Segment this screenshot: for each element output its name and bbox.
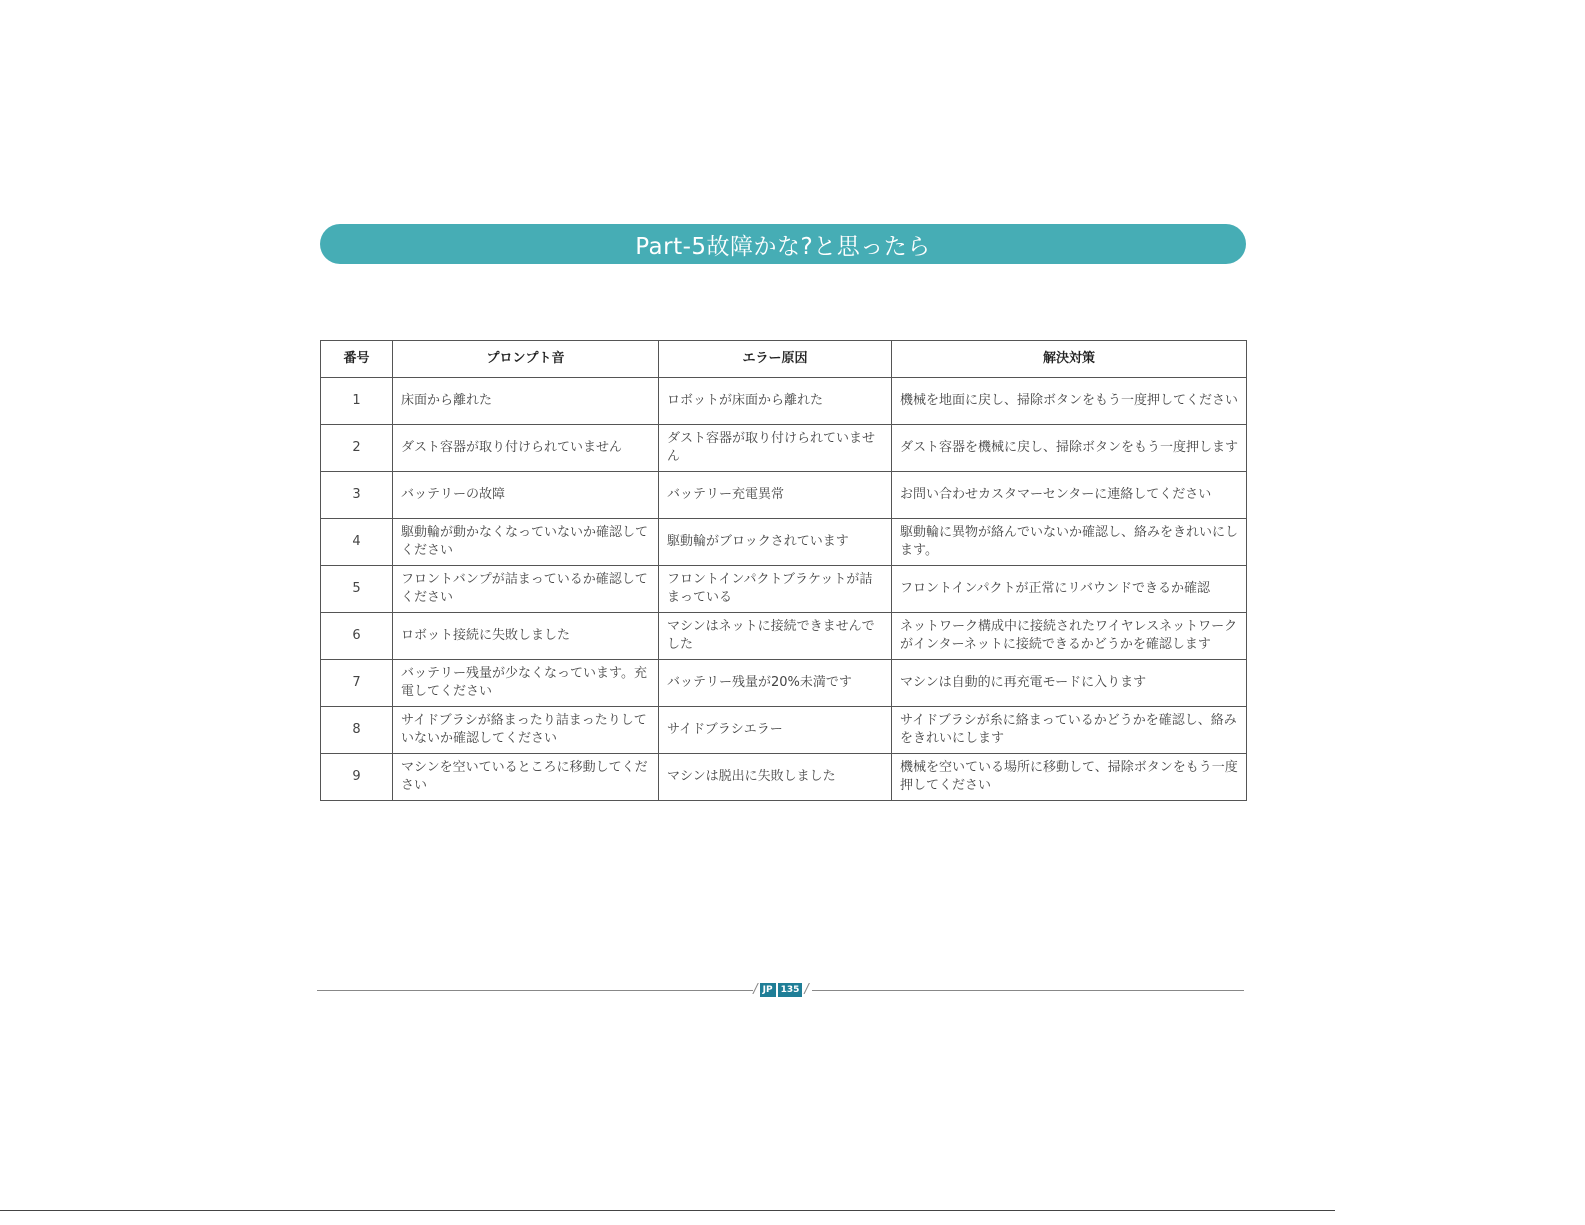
row-cause: バッテリー残量が20%未満です [659, 660, 892, 707]
row-cause: マシンは脱出に失敗しました [659, 754, 892, 801]
row-solution: ダスト容器を機械に戻し、掃除ボタンをもう一度押します [892, 425, 1247, 472]
row-prompt: フロントバンプが詰まっているか確認してください [393, 566, 659, 613]
table-row [321, 754, 1247, 801]
table-row [321, 660, 1247, 707]
title-banner [320, 224, 1246, 264]
row-solution: お問い合わせカスタマーセンターに連絡してください [892, 472, 1247, 519]
row-cause: フロントインパクトブラケットが詰まっている [659, 566, 892, 613]
row-prompt: バッテリーの故障 [393, 472, 659, 519]
table-row [321, 613, 1247, 660]
table-row [321, 519, 1247, 566]
row-cause: 駆動輪がブロックされています [659, 519, 892, 566]
row-prompt: ダスト容器が取り付けられていません [393, 425, 659, 472]
table-row [321, 566, 1247, 613]
row-cause: ダスト容器が取り付けられていません [659, 425, 892, 472]
row-prompt: マシンを空いているところに移動してください [393, 754, 659, 801]
header-error-cause: エラー原因 [659, 341, 892, 378]
row-cause: ロボットが床面から離れた [659, 378, 892, 425]
row-solution: 機械を地面に戻し、掃除ボタンをもう一度押してください [892, 378, 1247, 425]
row-number: 8 [321, 707, 393, 754]
page-number-badge [752, 982, 810, 998]
row-solution: サイドブラシが糸に絡まっているかどうかを確認し、絡みをきれいにします [892, 707, 1247, 754]
row-cause: サイドブラシエラー [659, 707, 892, 754]
page-title: Part-5故障かな?と思ったら [635, 233, 931, 260]
row-number: 9 [321, 754, 393, 801]
language-label: JP [760, 983, 776, 997]
row-number: 5 [321, 566, 393, 613]
row-number: 7 [321, 660, 393, 707]
table-row [321, 378, 1247, 425]
row-number: 4 [321, 519, 393, 566]
page-number: 135 [778, 983, 803, 997]
row-number: 1 [321, 378, 393, 425]
row-solution: 機械を空いている場所に移動して、掃除ボタンをもう一度押してください [892, 754, 1247, 801]
row-solution: フロントインパクトが正常にリバウンドできるか確認 [892, 566, 1247, 613]
table-row [321, 707, 1247, 754]
header-solution: 解決対策 [892, 341, 1247, 378]
row-cause: バッテリー充電異常 [659, 472, 892, 519]
slash-decoration-right: / [804, 982, 809, 997]
row-cause: マシンはネットに接続できませんでした [659, 613, 892, 660]
page-bottom-rule [0, 1210, 1335, 1211]
footer-divider-left [317, 990, 753, 991]
row-number: 3 [321, 472, 393, 519]
footer-divider-right [812, 990, 1244, 991]
header-prompt-sound: プロンプト音 [393, 341, 659, 378]
slash-decoration-left: / [753, 982, 758, 997]
header-number: 番号 [321, 341, 393, 378]
table-row [321, 472, 1247, 519]
row-solution: 駆動輪に異物が絡んでいないか確認し、絡みをきれいにします。 [892, 519, 1247, 566]
row-solution: マシンは自動的に再充電モードに入ります [892, 660, 1247, 707]
row-prompt: 駆動輪が動かなくなっていないか確認してください [393, 519, 659, 566]
table-header-row [321, 341, 1247, 378]
row-prompt: サイドブラシが絡まったり詰まったりしていないか確認してください [393, 707, 659, 754]
row-prompt: バッテリー残量が少なくなっています。充電してください [393, 660, 659, 707]
row-solution: ネットワーク構成中に接続されたワイヤレスネットワークがインターネットに接続できるかどうかを確認します [892, 613, 1247, 660]
row-number: 2 [321, 425, 393, 472]
row-prompt: ロボット接続に失敗しました [393, 613, 659, 660]
troubleshooting-table [320, 340, 1247, 801]
row-prompt: 床面から離れた [393, 378, 659, 425]
row-number: 6 [321, 613, 393, 660]
table-row [321, 425, 1247, 472]
